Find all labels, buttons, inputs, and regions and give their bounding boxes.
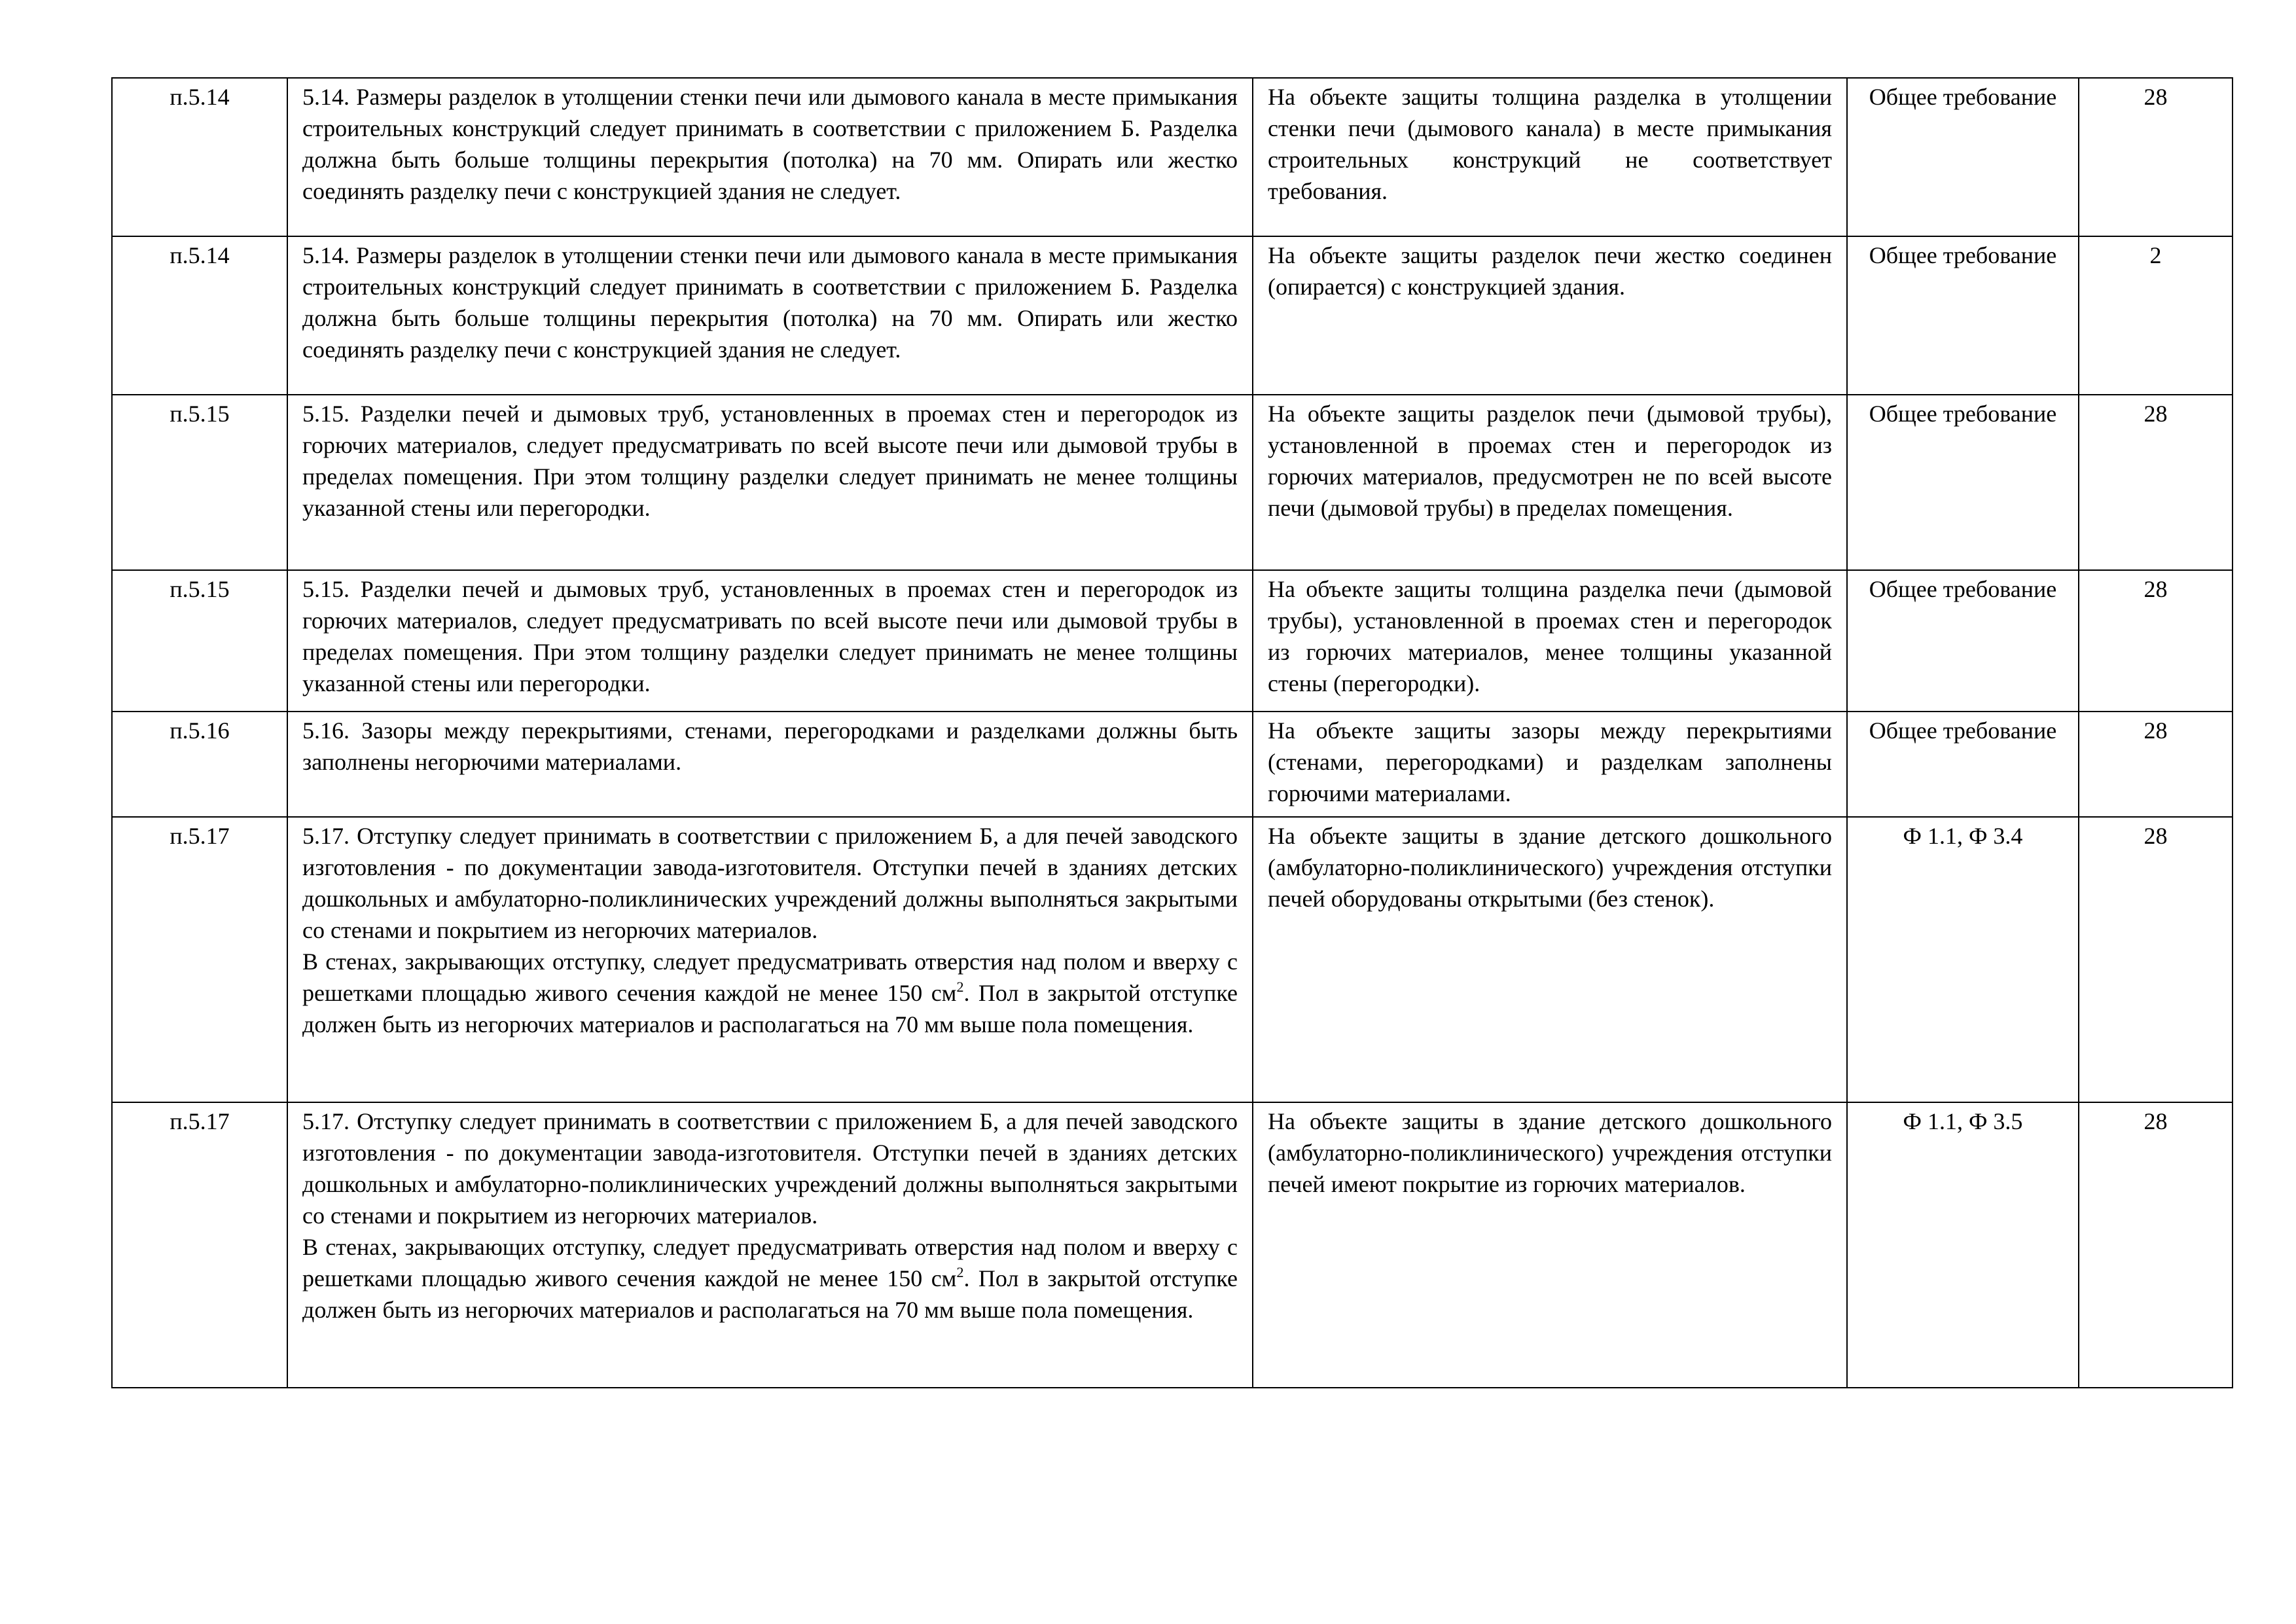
table-row <box>112 1102 2233 1388</box>
clause-cell: п.5.17 <box>112 1102 287 1388</box>
requirement-text-part: . Пол в закрытой отступке должен быть из негорючих материалов и располагаться на 70 мм выше пола помещения. <box>302 980 1238 1038</box>
violation-cell: На объекте защиты зазоры между перекрытиями (стенами, перегородками) и разделкам заполнены горючими материалами. <box>1253 712 1847 817</box>
table-row <box>112 817 2233 1102</box>
requirement-text: 5.17. Отступку следует принимать в соответствии с приложением Б, а для печей заводского изготовления - по документации завода-изготовителя. Отступки печей в зданиях детских дошкольных и амбулаторно-поликлинических учреждений должны выполняться закрытыми со стенами и покрытием из негорючих материалов. <box>302 1108 1238 1229</box>
superscript: 2 <box>956 979 964 995</box>
requirement-text-part: В стенах, закрывающих отступку, следует предусматривать отверстия над полом и вверху с решетками площадью живого сечения каждой не менее 150 см <box>302 948 1238 1006</box>
violation-cell: На объекте защиты толщина разделка в утолщении стенки печи (дымового канала) в месте примыкания строительных конструкций не соответствует требования. <box>1253 78 1847 236</box>
article-cell: 28 <box>2079 712 2233 817</box>
requirement-cell <box>287 570 1253 712</box>
requirement-cell <box>287 712 1253 817</box>
violation-cell: На объекте защиты разделок печи жестко соединен (опирается) с конструкцией здания. <box>1253 236 1847 395</box>
table-row <box>112 712 2233 817</box>
table-row <box>112 570 2233 712</box>
table-row <box>112 395 2233 570</box>
violation-cell: На объекте защиты толщина разделка печи (дымовой трубы), установленной в проемах стен и перегородок из горючих материалов, менее толщины указанной стены (перегородки). <box>1253 570 1847 712</box>
clause-cell: п.5.17 <box>112 817 287 1102</box>
classification-cell: Общее требование <box>1847 236 2079 395</box>
requirement-text <box>302 946 1238 1040</box>
clause-cell: п.5.16 <box>112 712 287 817</box>
requirement-cell <box>287 817 1253 1102</box>
requirement-text: 5.15. Разделки печей и дымовых труб, установленных в проемах стен и перегородок из горючих материалов, следует предусматривать по всей высоте печи или дымовой трубы в пределах помещения. При этом толщину разделки следует принимать не менее толщины указанной стены или перегородки. <box>302 576 1238 696</box>
classification-cell: Ф 1.1, Ф 3.5 <box>1847 1102 2079 1388</box>
requirement-text: 5.14. Размеры разделок в утолщении стенки печи или дымового канала в месте примыкания строительных конструкций следует принимать в соответствии с приложением Б. Разделка должна быть больше толщины перекрытия (потолка) на 70 мм. Опирать или жестко соединять разделку печи с конструкцией здания не следует. <box>302 242 1238 363</box>
article-cell: 2 <box>2079 236 2233 395</box>
requirement-text <box>302 1231 1238 1326</box>
requirement-text-part: В стенах, закрывающих отступку, следует предусматривать отверстия над полом и вверху с решетками площадью живого сечения каждой не менее 150 см <box>302 1234 1238 1291</box>
clause-cell: п.5.14 <box>112 236 287 395</box>
classification-cell: Общее требование <box>1847 395 2079 570</box>
requirement-text: 5.14. Размеры разделок в утолщении стенки печи или дымового канала в месте примыкания строительных конструкций следует принимать в соответствии с приложением Б. Разделка должна быть больше толщины перекрытия (потолка) на 70 мм. Опирать или жестко соединять разделку печи с конструкцией здания не следует. <box>302 84 1238 204</box>
classification-cell: Общее требование <box>1847 712 2079 817</box>
article-cell: 28 <box>2079 1102 2233 1388</box>
article-cell: 28 <box>2079 570 2233 712</box>
regulation-table <box>111 77 2233 1388</box>
table-row <box>112 236 2233 395</box>
requirement-text: 5.16. Зазоры между перекрытиями, стенами, перегородками и разделками должны быть заполнены негорючими материалами. <box>302 717 1238 775</box>
article-cell: 28 <box>2079 78 2233 236</box>
requirement-cell <box>287 395 1253 570</box>
requirement-cell <box>287 1102 1253 1388</box>
classification-cell: Общее требование <box>1847 570 2079 712</box>
clause-cell: п.5.14 <box>112 78 287 236</box>
violation-cell: На объекте защиты в здание детского дошкольного (амбулаторно-поликлинического) учреждения отступки печей оборудованы открытыми (без стенок). <box>1253 817 1847 1102</box>
requirement-text: 5.17. Отступку следует принимать в соответствии с приложением Б, а для печей заводского изготовления - по документации завода-изготовителя. Отступки печей в зданиях детских дошкольных и амбулаторно-поликлинических учреждений должны выполняться закрытыми со стенами и покрытием из негорючих материалов. <box>302 823 1238 943</box>
requirement-text: 5.15. Разделки печей и дымовых труб, установленных в проемах стен и перегородок из горючих материалов, следует предусматривать по всей высоте печи или дымовой трубы в пределах помещения. При этом толщину разделки следует принимать не менее толщины указанной стены или перегородки. <box>302 401 1238 521</box>
classification-cell: Ф 1.1, Ф 3.4 <box>1847 817 2079 1102</box>
violation-cell: На объекте защиты в здание детского дошкольного (амбулаторно-поликлинического) учреждения отступки печей имеют покрытие из горючих материалов. <box>1253 1102 1847 1388</box>
article-cell: 28 <box>2079 817 2233 1102</box>
requirement-cell <box>287 236 1253 395</box>
classification-cell: Общее требование <box>1847 78 2079 236</box>
clause-cell: п.5.15 <box>112 395 287 570</box>
clause-cell: п.5.15 <box>112 570 287 712</box>
requirement-text-part: . Пол в закрытой отступке должен быть из негорючих материалов и располагаться на 70 мм выше пола помещения. <box>302 1265 1238 1323</box>
violation-cell: На объекте защиты разделок печи (дымовой трубы), установленной в проемах стен и перегородок из горючих материалов, предусмотрен не по всей высоте печи (дымовой трубы) в пределах помещения. <box>1253 395 1847 570</box>
article-cell: 28 <box>2079 395 2233 570</box>
requirement-cell <box>287 78 1253 236</box>
superscript: 2 <box>956 1264 964 1280</box>
table-row <box>112 78 2233 236</box>
